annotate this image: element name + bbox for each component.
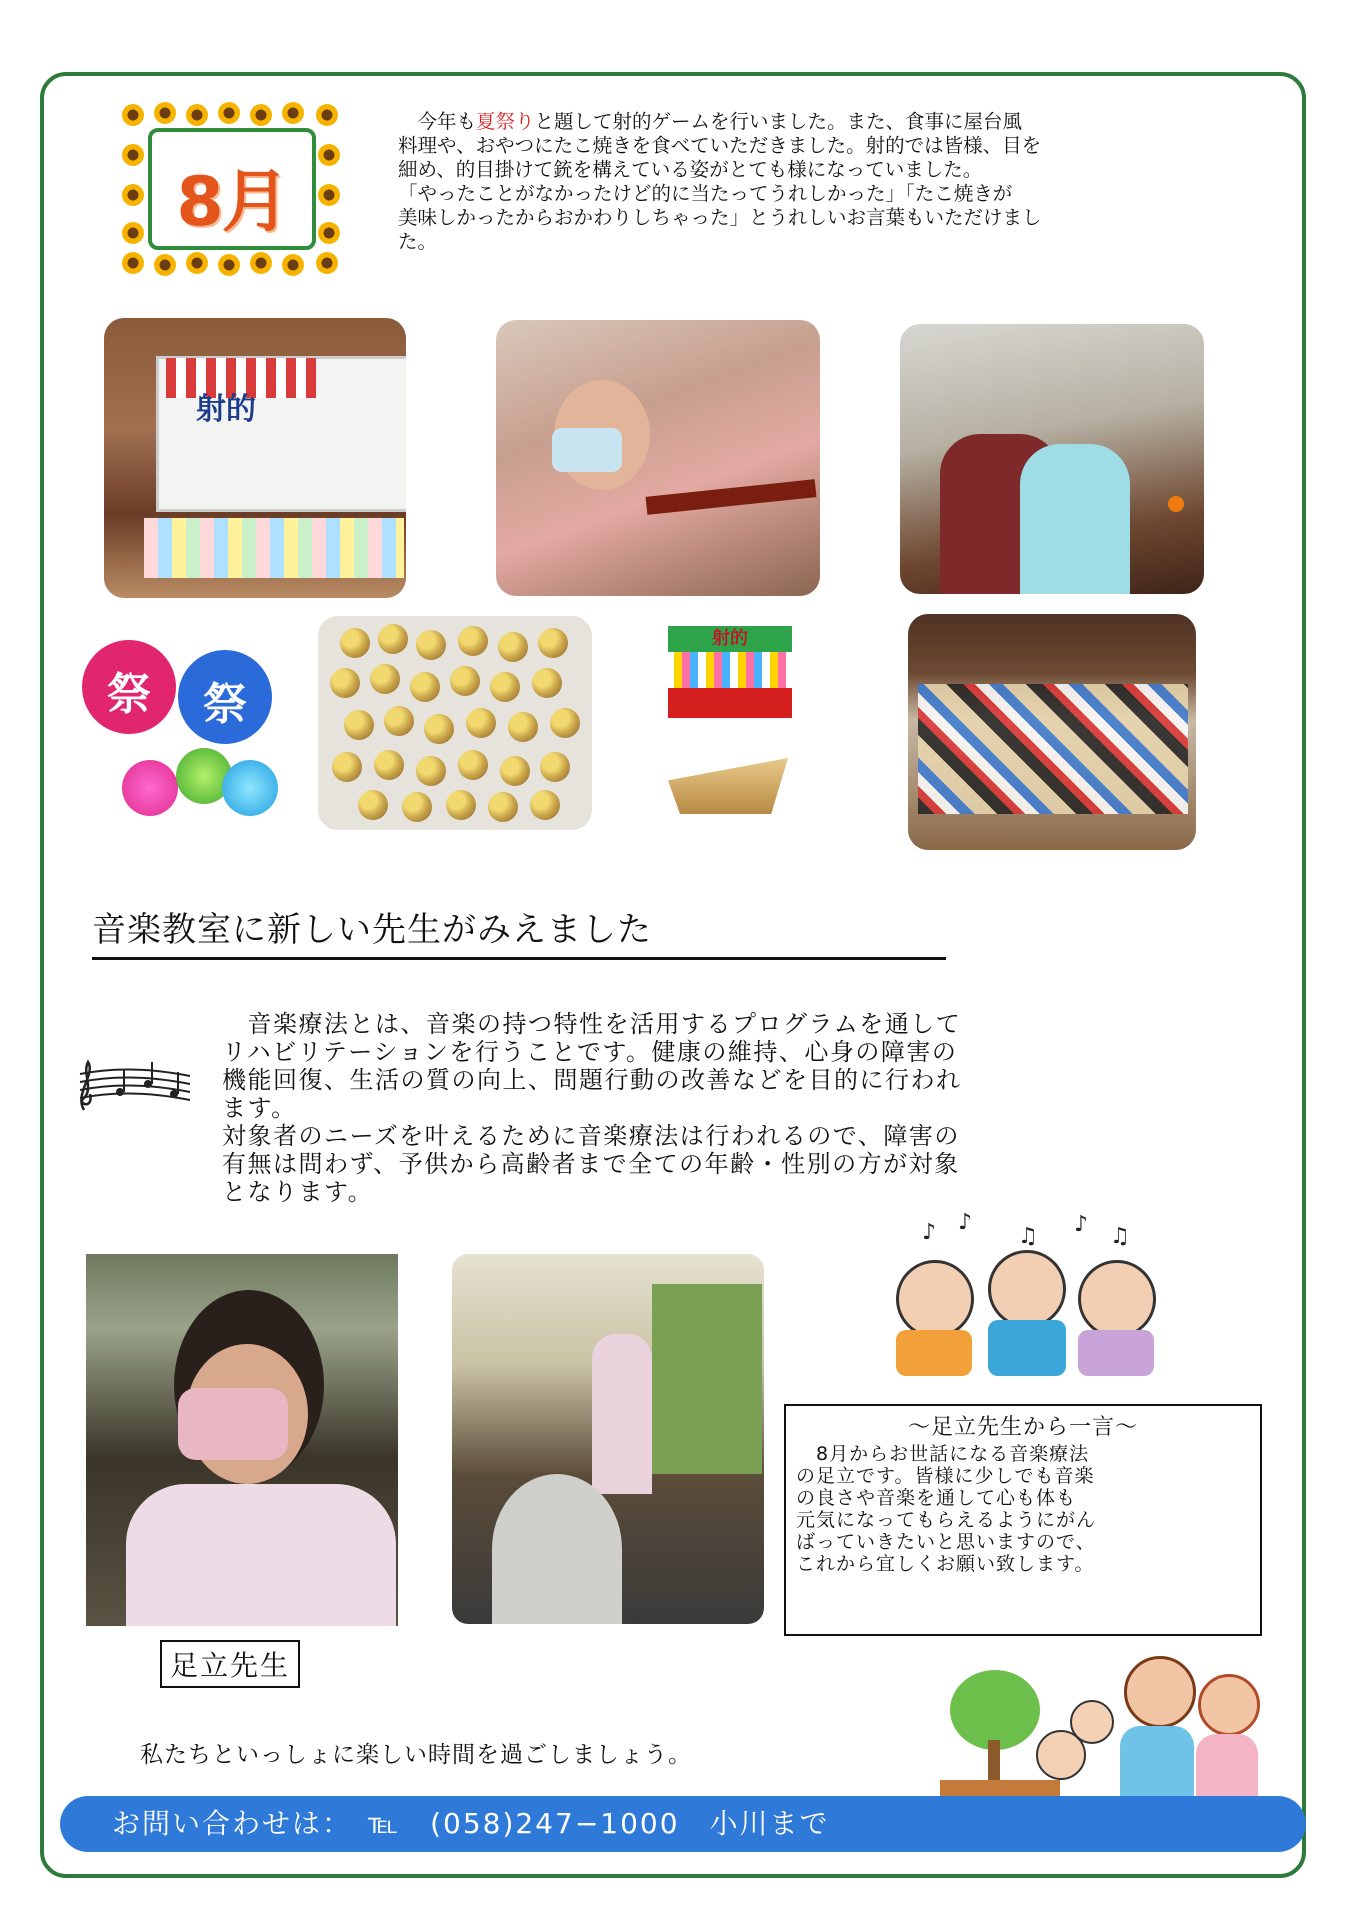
music-note-icon: ♫ <box>1018 1224 1038 1249</box>
residents-listening <box>492 1474 622 1624</box>
sunflower-icon <box>122 252 144 274</box>
sunflower-icon <box>218 254 240 276</box>
tree <box>950 1670 1040 1750</box>
toy-gun <box>646 479 817 515</box>
festival-fans-illustration <box>82 640 282 840</box>
month-label: 8月 <box>176 163 288 242</box>
stall-sign: 射的 <box>668 626 792 652</box>
stall-prizes <box>674 652 786 688</box>
sunflower-icon <box>318 222 340 244</box>
water-balloon-pink <box>122 760 178 816</box>
ball <box>1168 496 1184 512</box>
sunflower-icon <box>318 184 340 206</box>
sunflower-icon <box>186 252 208 274</box>
music-notes-icon <box>70 1054 200 1120</box>
intro-text-rest: と題して射的ゲームを行いました。また、食事に屋台風 料理や、おやつにたこ焼きを食べていただきました。射的では皆様、目を 細め、的目掛けて銃を構えている姿がとても様になっていました。 「やったことがなかったけど的に当たってうれしかった」「たこ焼きが 美味しかったからおかわりしちゃった」とうれしいお言葉もいただけまし た。 <box>398 110 1042 253</box>
stall-counter <box>668 688 792 718</box>
sunflower-icon <box>122 184 144 206</box>
sunflower-icon <box>122 144 144 166</box>
photo-takoyaki <box>318 616 592 830</box>
contact-bar: お問い合わせは： ℡ (058)247−1000 小川まで <box>60 1796 1306 1852</box>
man-face <box>1124 1656 1196 1728</box>
sunflower-icon <box>318 144 340 166</box>
sunflower-icon <box>250 104 272 126</box>
teacher-standing <box>592 1334 652 1494</box>
water-balloon-blue <box>222 760 278 816</box>
sunflower-icon <box>250 252 272 274</box>
sunflower-icon <box>316 252 338 274</box>
singers-illustration <box>888 1210 1168 1380</box>
child-face <box>1070 1700 1114 1744</box>
photo-music-class <box>452 1254 764 1624</box>
teacher-mask <box>178 1388 288 1460</box>
message-text: 8月からお世話になる音楽療法 の足立です。皆様に少しでも音楽 の良さや音楽を通して心も体も 元気になってもらえるようにがん ばっていきたいと思いますので、 これから宜しくお願い致します。 <box>796 1443 1097 1575</box>
singer-center-body <box>988 1320 1066 1376</box>
photo-shooting-gallery <box>104 318 406 598</box>
message-title: ～足立先生から一言～ <box>907 1415 1138 1440</box>
intro-text-start: 今年も <box>398 110 477 133</box>
sunflower-icon <box>154 102 176 124</box>
singer-left <box>896 1260 974 1338</box>
month-badge <box>122 104 342 274</box>
photo-prize-table <box>908 614 1196 850</box>
singer-center <box>988 1250 1066 1328</box>
targets <box>144 518 404 578</box>
woman-face <box>1198 1674 1260 1736</box>
photo-caption: 足立先生 <box>160 1640 300 1688</box>
sunflower-icon <box>122 104 144 126</box>
singer-right-body <box>1078 1330 1154 1376</box>
sunflower-icon <box>218 102 240 124</box>
fan-red <box>82 640 176 734</box>
sunflower-icon <box>122 222 144 244</box>
prize-goods <box>918 684 1188 814</box>
sunflower-icon <box>282 254 304 276</box>
sunflower-icon <box>282 102 304 124</box>
section-heading: 音楽教室に新しい先生がみえました <box>92 902 946 960</box>
month-badge-frame <box>148 128 316 250</box>
shooting-sign: 射的 <box>196 392 256 427</box>
photo-resident-with-staff <box>900 324 1204 594</box>
music-note-icon: ♫ <box>1110 1224 1130 1249</box>
sunflower-icon <box>154 254 176 276</box>
closing-text: 私たちといっしょに楽しい時間を過ごしましょう。 <box>140 1742 692 1768</box>
shooting-stall-illustration <box>668 626 792 718</box>
teacher-message-box <box>784 1404 1262 1636</box>
music-note-icon: ♪ <box>958 1210 973 1235</box>
singer-right <box>1078 1260 1156 1338</box>
fan-label: 祭 <box>107 669 151 720</box>
fan-label: 祭 <box>203 679 247 730</box>
face-mask <box>552 428 622 472</box>
music-note-icon: ♪ <box>1074 1212 1089 1237</box>
teacher-shirt <box>126 1484 396 1626</box>
music-note-icon: ♪ <box>922 1220 937 1245</box>
people-illustration <box>940 1650 1260 1810</box>
intro-highlight: 夏祭り <box>476 110 535 133</box>
man-shirt <box>1120 1726 1194 1806</box>
photo-teacher <box>86 1254 398 1626</box>
music-therapy-paragraph: 音楽療法とは、音楽の持つ特性を活用するプログラムを通して リハビリテーションを行うことです。健康の維持、心身の障害の 機能回復、生活の質の向上、問題行動の改善などを目的に行われ ます。 対象者のニーズを叶えるために音楽療法は行われるので、障害の 有無は問わず、予供から高齢者まで全ての年齢・性別の方が対象 となります。 <box>222 1010 962 1206</box>
sunflower-icon <box>186 104 208 126</box>
staff-member <box>1020 444 1130 594</box>
sunflower-icon <box>316 104 338 126</box>
intro-paragraph <box>398 110 1278 254</box>
photo-resident-aiming <box>496 320 820 596</box>
singer-left-body <box>896 1330 972 1376</box>
fan-blue <box>178 650 272 744</box>
window <box>652 1284 762 1474</box>
